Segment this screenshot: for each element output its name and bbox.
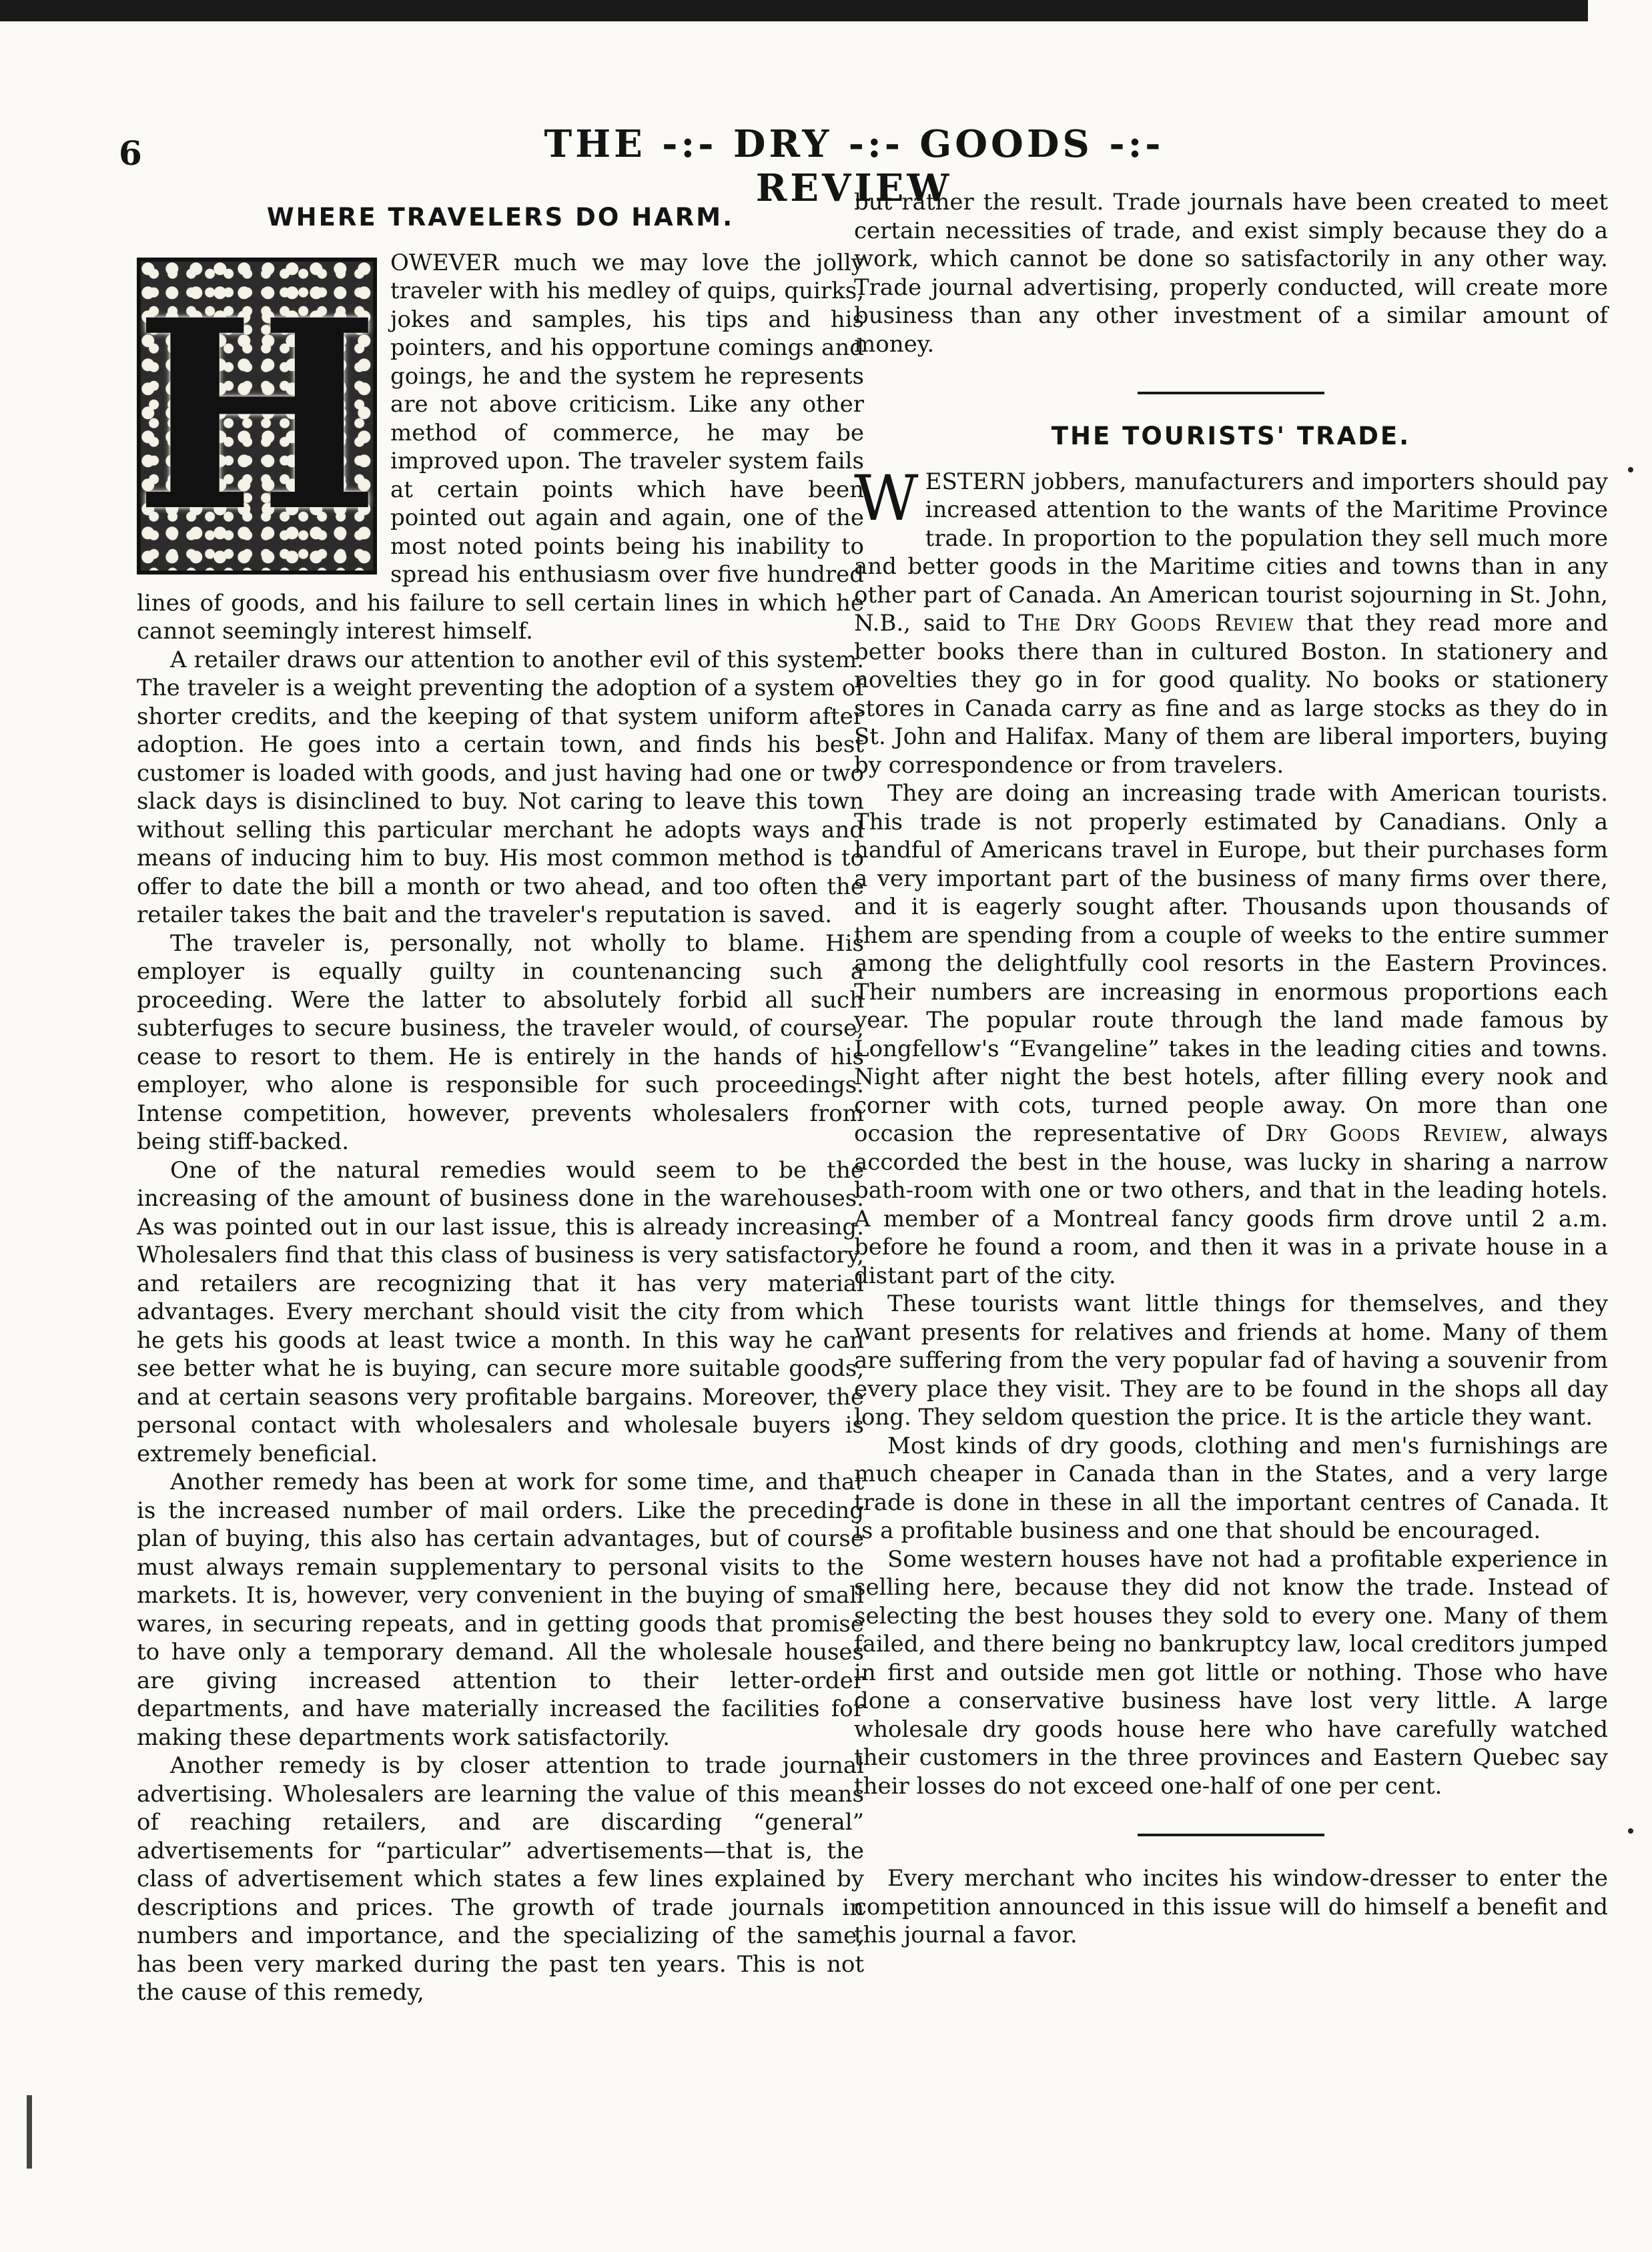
article-paragraph: Most kinds of dry goods, clothing and men's furnishings are much cheaper in Canada than in the States, and a very large trade is done in these in all the important centres of Canada. It is a profitable business and one that should be encouraged. (854, 1432, 1608, 1544)
scan-margin-mark (27, 2095, 32, 2169)
ornamental-dropcap (133, 258, 380, 575)
masthead: THE -:- DRY -:- GOODS -:- REVIEW (544, 122, 1164, 210)
right-column (854, 188, 1608, 1950)
left-column (133, 203, 864, 2007)
dropcap-letter: H (133, 262, 380, 569)
article-paragraph: Another remedy is by closer attention to trade journal advertising. Wholesalers are learning the value of this means of reaching retailers, and are discarding “general” advertisements for “particular” advertisements—that is, the class of advertisement which states a few lines explained by descriptions and prices. The growth of trade journals in numbers and importance, and the specializing of the same, has been very marked during the past ten years. This is not the cause of this remedy, (137, 1752, 864, 2006)
article-paragraph: They are doing an increasing trade with American tourists. This trade is not properly estimated by Canadians. Only a handful of Americans travel in Europe, but their purchases form a very important part of the business of many firms over there, and it is eagerly sought after. Thousands upon thousands of them are spending from a couple of weeks to the entire summer among the delightfully cool resorts in the Eastern Provinces. Their numbers are increasing in enormous proportions each year. The popular route through the land made famous by Longfellow's “Evangeline” takes in the leading cities and towns. Night after night the best hotels, after filling every nook and corner with cots, turned people away. On more than one occasion the representative of Dry Goods Review, always accorded the best in the house, was lucky in sharing a narrow bath-room with one or two others, and that in the leading hotels. A member of a Montreal fancy goods firm drove until 2 a.m. before he found a room, and then it was in a private house in a distant part of the city. (854, 780, 1608, 1289)
journal-name: The Dry Goods Review (1018, 610, 1294, 637)
article-paragraph: OWEVER much we may love the jolly traveler with his medley of quips, quirks, jokes and samples, his tips and his pointers, and his opportune comings and goings, he and the system he represents are not above criticism. Like any other method of commerce, he may be improved upon. The traveler system fails at certain points which have been pointed out again and again, one of the most noted points being his inability to spread his enthusiasm over five hundred lines of goods, and his failure to sell certain lines in which he cannot seemingly interest himself. (137, 249, 864, 645)
scan-speck (1628, 467, 1633, 472)
article-paragraph: Some western houses have not had a profitable experience in selling here, because they did not know the trade. Instead of selecting the best houses they sold to every one. Many of them failed, and there being no bankruptcy law, local creditors jumped in first and outside men got little or nothing. Those who have done a conservative business have lost very little. A large wholesale dry goods house here who have carefully watched their customers in the three provinces and Eastern Quebec say their losses do not exceed one-half of one per cent. (854, 1545, 1608, 1800)
article-paragraph: WESTERN jobbers, manufacturers and importers should pay increased attention to the wants of the Maritime Province trade. In proportion to the population they sell much more and better goods in the Maritime cities and towns than in any other part of Canada. An American tourist sojourning in St. John, N.B., said to The Dry Goods Review that they read more and better books there than in cultured Boston. In stationery and novelties they go in for good quality. No books or stationery stores in Canada carry as fine and as large stocks as they do in St. John and Halifax. Many of them are liberal importers, buying by correspondence or from travelers. (854, 462, 1608, 779)
section-divider (1138, 1834, 1324, 1836)
article-paragraph: The traveler is, personally, not wholly to blame. His employer is equally guilty in countenancing such a proceeding. Were the latter to absolutely forbid all such subterfuges to secure business, the traveler would, of course, cease to resort to them. He is entirely in the hands of his employer, who alone is responsible for such proceedings. Intense competition, however, prevents wholesalers from being stiff-backed. (137, 929, 864, 1155)
scan-top-border (0, 0, 1652, 21)
article-headline-travelers: WHERE TRAVELERS DO HARM. (266, 203, 735, 232)
article-paragraph: A retailer draws our attention to another evil of this system. The traveler is a weight preventing the adoption of a system of shorter credits, and the keeping of that system uniform after adoption. He goes into a certain town, and finds his best customer is loaded with goods, and just having had one or two slack days is disinclined to buy. Not caring to leave this town without selling this particular merchant he adopts ways and means of inducing him to buy. His most common method is to offer to date the bill a month or two ahead, and too often the retailer takes the bait and the traveler's reputation is saved. (137, 646, 864, 928)
dropcap-letter: W (854, 462, 919, 535)
closing-note: Every merchant who incites his window-dresser to enter the competition announced in this issue will do himself a benefit and this journal a favor. (854, 1865, 1608, 1948)
article-paragraph: These tourists want little things for themselves, and they want presents for relatives and friends at home. Many of them are suffering from the very popular fad of having a souvenir from every place they visit. They are to be found in the shops all day long. They seldom question the price. It is the article they want. (854, 1290, 1608, 1431)
article-paragraph: Another remedy has been at work for some time, and that is the increased number of mail orders. Like the preceding plan of buying, this also has certain advantages, but of course must always remain supplementary to personal visits to the markets. It is, however, very convenient in the buying of small wares, in securing repeats, and in getting goods that promise to have only a temporary demand. All the wholesale houses are giving increased attention to their letter-order departments, and have materially increased the facilities for making these departments work satisfactorily. (137, 1469, 864, 1751)
article-headline-tourists: THE TOURISTS' TRADE. (1051, 422, 1411, 450)
scan-speck (1628, 1828, 1633, 1834)
page-number: 6 (119, 133, 142, 173)
section-divider (1138, 392, 1324, 394)
journal-name: Dry Goods Review (1265, 1120, 1502, 1147)
article-paragraph: One of the natural remedies would seem to be the increasing of the amount of business done in the warehouses. As was pointed out in our last issue, this is already increasing. Wholesalers find that this class of business is very satisfactory, and retailers are recognizing that it has very material advantages. Every merchant should visit the city from which he gets his goods at least twice a month. In this way he can see better what he is buying, can secure more suitable goods, and at certain seasons very profitable bargains. Moreover, the personal contact with wholesalers and wholesale buyers is extremely beneficial. (137, 1156, 864, 1467)
article-continuation: but rather the result. Trade journals have been created to meet certain necessities of trade, and exist simply because they do a work, which cannot be done so satisfactorily in any other way. Trade journal advertising, properly conducted, will create more business than any other investment of a similar amount of money. (854, 189, 1608, 358)
